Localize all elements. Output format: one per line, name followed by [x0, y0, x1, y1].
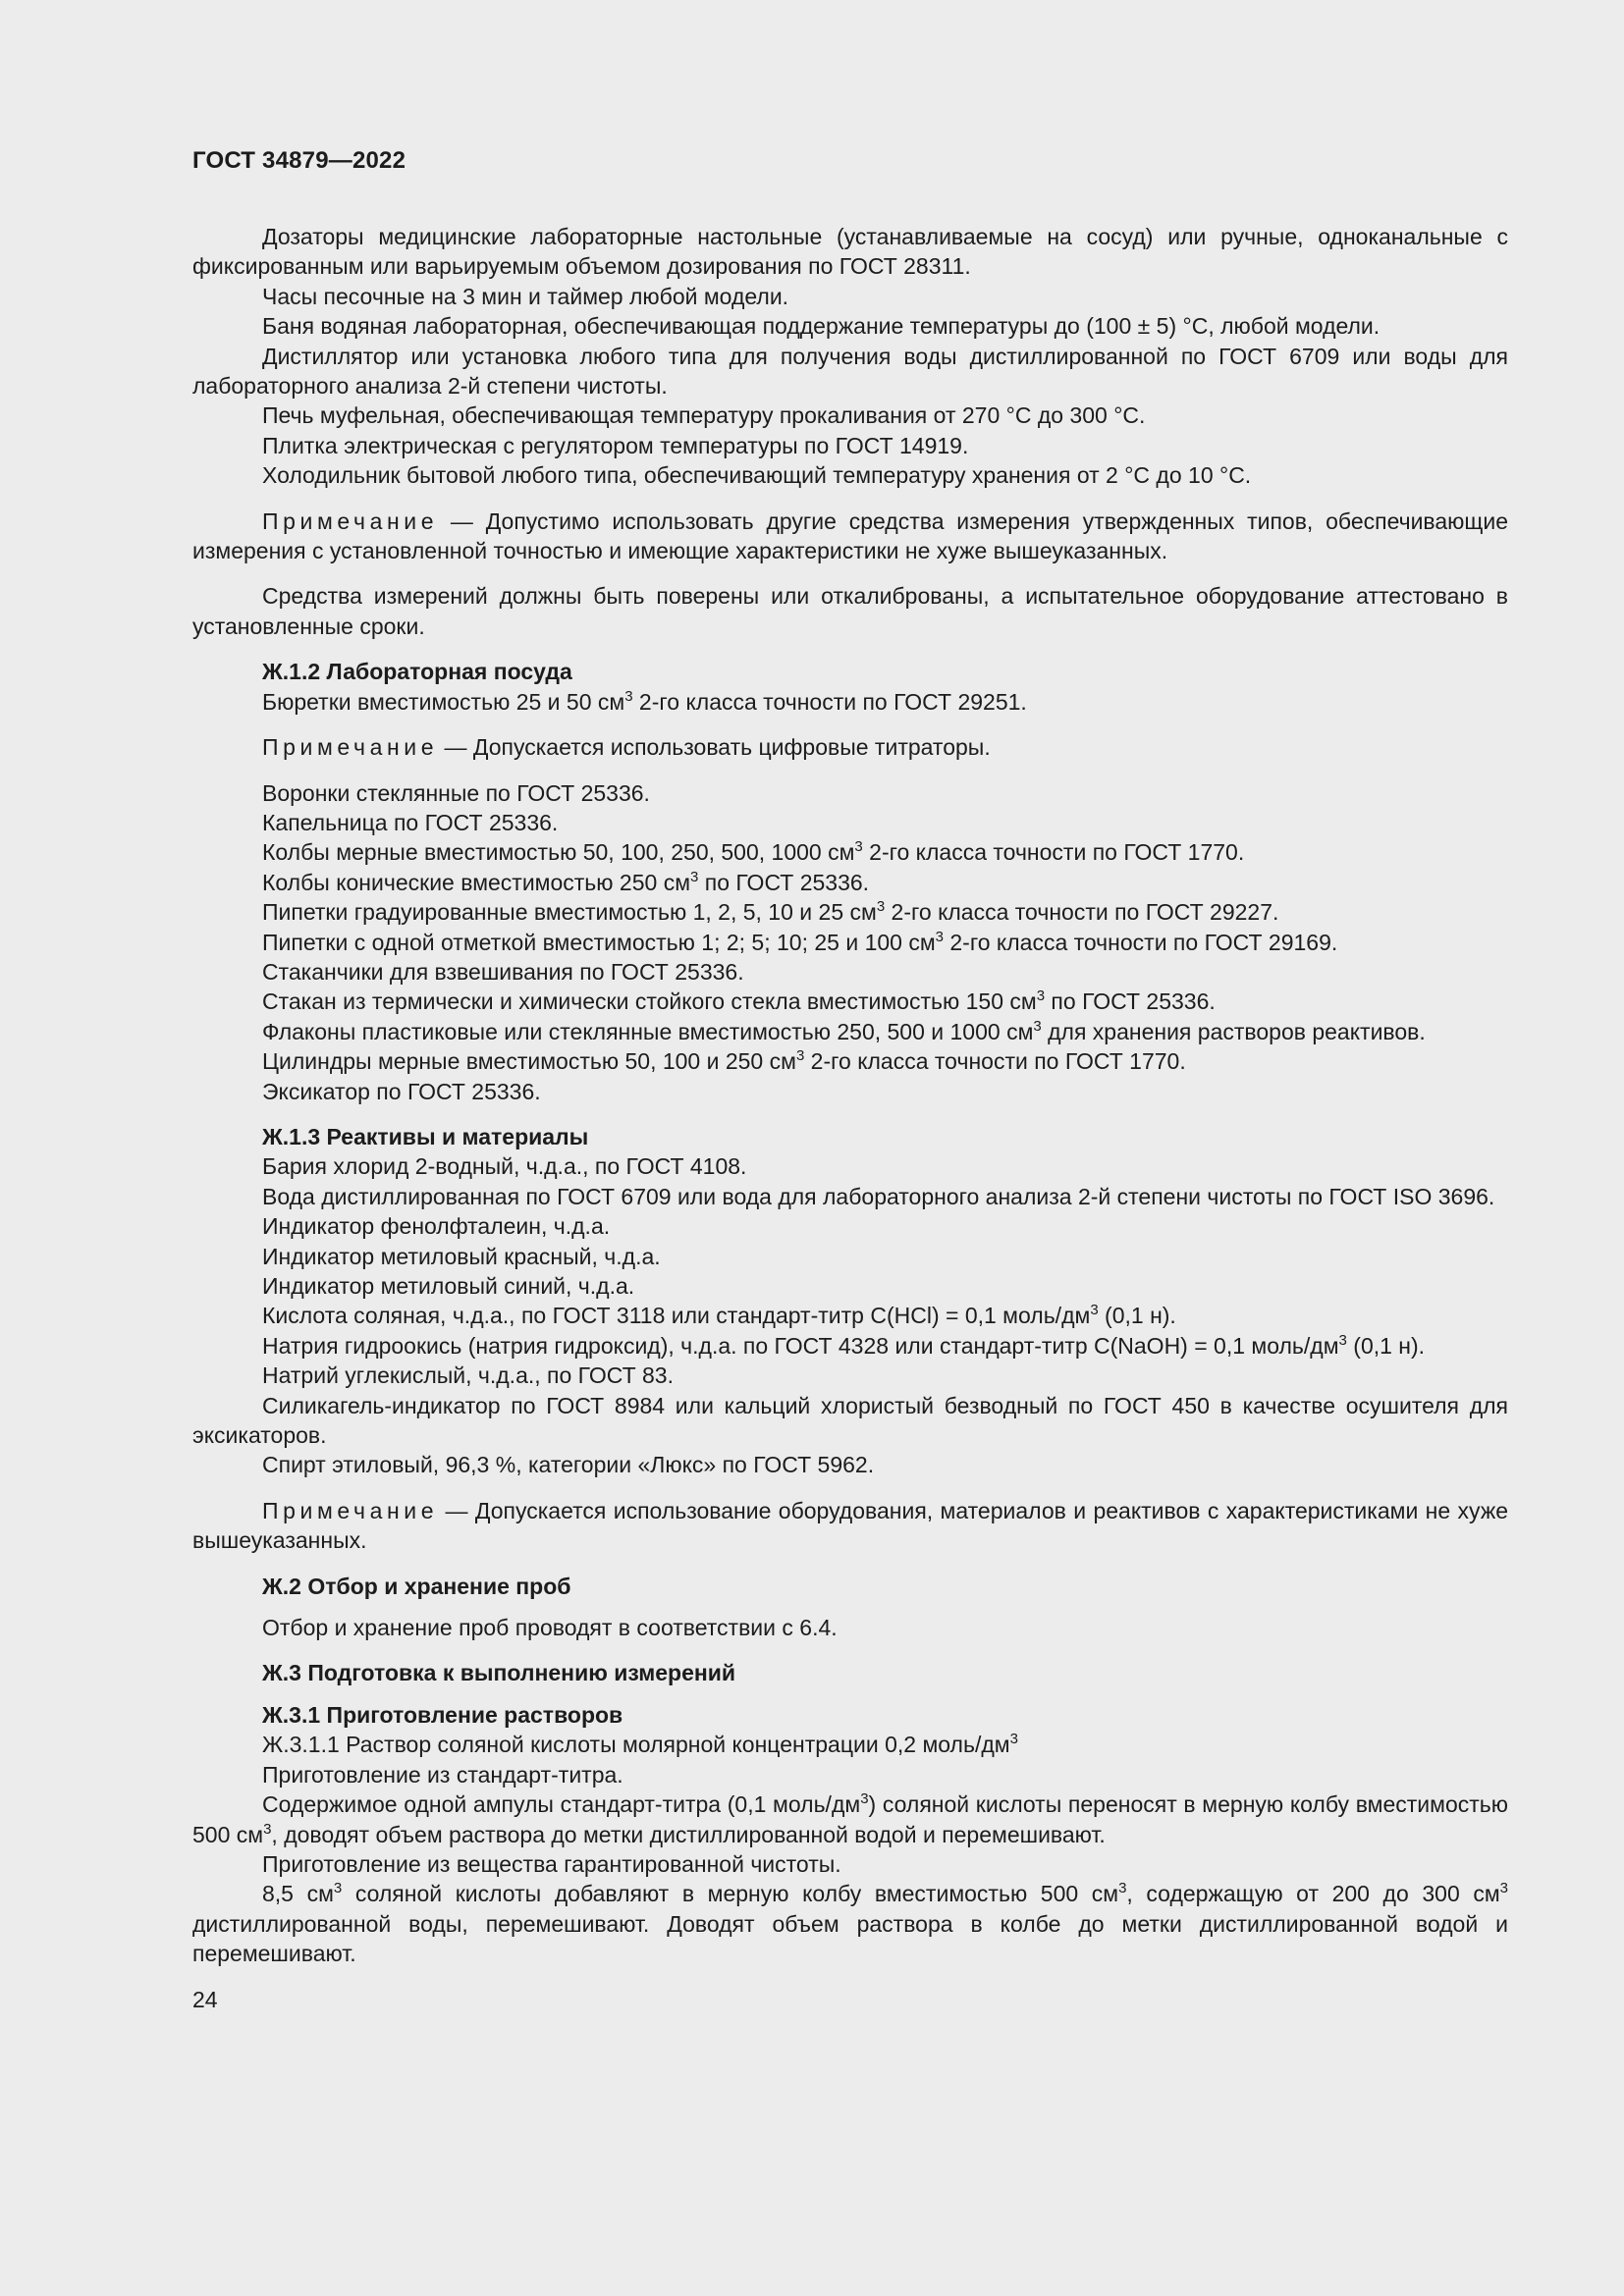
superscript: 3 — [1036, 988, 1046, 1005]
section-heading: Ж.2 Отбор и хранение проб — [262, 1573, 571, 1599]
text-run: для хранения растворов реактивов. — [1041, 1018, 1426, 1044]
note-label: Примечание — [262, 507, 439, 534]
text-run: 2-го класса точности по ГОСТ 29169. — [944, 929, 1338, 955]
superscript: 3 — [1499, 1880, 1508, 1897]
note-text: — Допускается использование оборудования, материалов и реактивов с характеристиками не хуже вышеуказанных. — [192, 1497, 1508, 1554]
body-paragraph: Дистиллятор или установка любого типа для получения воды дистиллированной по ГОСТ 6709 или воды для лабораторного анализа 2-й степени чистоты. — [192, 343, 1508, 400]
body-paragraph: Средства измерений должны быть поверены или откалиброваны, а испытательное оборудование аттестовано в установленные сроки. — [192, 583, 1508, 639]
text-run: , доводят объем раствора до метки дистиллированной водой и перемешивают. — [271, 1821, 1106, 1847]
body-paragraph: Плитка электрическая с регулятором температуры по ГОСТ 14919. — [262, 432, 969, 458]
superscript: 3 — [854, 838, 863, 856]
text-run: Колбы конические вместимостью 250 см — [262, 869, 691, 895]
text-run: дистиллированной воды, перемешивают. Доводят объем раствора в колбе до метки дистиллированной водой и перемешивают. — [192, 1910, 1508, 1967]
note-label: Примечание — [262, 734, 439, 761]
body-paragraph — [192, 1789, 1508, 1849]
superscript: 3 — [795, 1047, 805, 1065]
body-paragraph: Стаканчики для взвешивания по ГОСТ 25336. — [262, 958, 744, 985]
body-paragraph: Эксикатор по ГОСТ 25336. — [262, 1078, 541, 1104]
body-paragraph — [192, 1301, 1508, 1330]
superscript: 3 — [333, 1880, 343, 1897]
text-run: соляной кислоты добавляют в мерную колбу вместимостью 500 см — [342, 1881, 1119, 1907]
superscript: 3 — [1090, 1302, 1099, 1319]
superscript: 3 — [624, 687, 633, 705]
section-heading: Ж.3.1 Приготовление растворов — [262, 1701, 623, 1728]
body-paragraph — [192, 928, 1508, 957]
superscript: 3 — [1009, 1731, 1018, 1748]
section-heading: Ж.1.2 Лабораторная посуда — [262, 659, 572, 685]
body-paragraph: Спирт этиловый, 96,3 %, категории «Люкс» по ГОСТ 5962. — [262, 1452, 875, 1478]
note-label: Примечание — [262, 1497, 439, 1523]
note-paragraph — [192, 732, 1508, 762]
text-run: Пипетки градуированные вместимостью 1, 2, 5, 10 и 25 см — [262, 899, 877, 926]
body-paragraph — [192, 1046, 1508, 1076]
body-paragraph — [192, 837, 1508, 867]
body-paragraph: Дозаторы медицинские лабораторные настольные (устанавливаемые на сосуд) или ручные, одноканальные с фиксированным или варьируемым объемом дозирования по ГОСТ 28311. — [192, 224, 1508, 280]
body-paragraph — [192, 1331, 1508, 1361]
body-paragraph: Натрий углекислый, ч.д.а., по ГОСТ 83. — [262, 1362, 674, 1389]
note-text: — Допускается использовать цифровые титраторы. — [438, 734, 991, 761]
text-run: Содержимое одной ампулы стандарт-титра (0,1 моль/дм — [262, 1791, 861, 1818]
body-paragraph: Индикатор фенолфталеин, ч.д.а. — [262, 1213, 611, 1240]
text-run: Флаконы пластиковые или стеклянные вместимостью 250, 500 и 1000 см — [262, 1018, 1034, 1044]
body-paragraph: Приготовление из стандарт-титра. — [262, 1761, 623, 1788]
text-run: Кислота соляная, ч.д.а., по ГОСТ 3118 или стандарт-титр С(HCl) = 0,1 моль/дм — [262, 1303, 1091, 1329]
body-paragraph — [192, 897, 1508, 927]
body-paragraph: Силикагель-индикатор по ГОСТ 8984 или кальций хлористый безводный по ГОСТ 450 в качестве осушителя для эксикаторов. — [192, 1392, 1508, 1449]
body-paragraph: Бария хлорид 2-водный, ч.д.а., по ГОСТ 4108. — [262, 1153, 747, 1180]
body-paragraph: Индикатор метиловый синий, ч.д.а. — [262, 1273, 635, 1299]
text-run: Колбы мерные вместимостью 50, 100, 250, 500, 1000 см — [262, 839, 855, 866]
body-paragraph: Печь муфельная, обеспечивающая температуру прокаливания от 270 °С до 300 °С. — [262, 402, 1146, 429]
note-paragraph — [192, 507, 1508, 566]
document-header: ГОСТ 34879—2022 — [192, 147, 406, 174]
text-run: Бюретки вместимостью 25 и 50 см — [262, 688, 625, 715]
body-paragraph: Индикатор метиловый красный, ч.д.а. — [262, 1243, 661, 1269]
text-run: , содержащую от 200 до 300 см — [1126, 1881, 1500, 1907]
text-run: ) соляной кислоты переносят в мерную колбу вместимостью 500 см — [192, 1791, 1509, 1847]
section-heading: Ж.3 Подготовка к выполнению измерений — [262, 1660, 736, 1686]
text-run: по ГОСТ 25336. — [1045, 988, 1216, 1015]
body-paragraph: Вода дистиллированная по ГОСТ 6709 или вода для лабораторного анализа 2-й степени чистоты по ГОСТ ISO 3696. — [262, 1183, 1495, 1209]
text-run: (0,1 н). — [1098, 1303, 1176, 1329]
body-paragraph: Отбор и хранение проб проводят в соответствии с 6.4. — [262, 1615, 838, 1641]
text-run: 2-го класса точности по ГОСТ 29227. — [885, 899, 1279, 926]
body-paragraph: Часы песочные на 3 мин и таймер любой модели. — [262, 283, 789, 309]
text-run: Стакан из термически и химически стойкого стекла вместимостью 150 см — [262, 988, 1037, 1015]
superscript: 3 — [1118, 1880, 1127, 1897]
superscript: 3 — [860, 1790, 869, 1808]
note-paragraph — [192, 1496, 1508, 1556]
text-run: 8,5 см — [262, 1881, 334, 1907]
superscript: 3 — [876, 898, 886, 916]
text-run: Ж.3.1.1 Раствор соляной кислоты молярной концентрации 0,2 моль/дм — [262, 1732, 1010, 1758]
body-paragraph: Воронки стеклянные по ГОСТ 25336. — [262, 779, 650, 806]
body-paragraph — [192, 868, 1508, 897]
body-paragraph: Приготовление из вещества гарантированной чистоты. — [262, 1850, 841, 1877]
text-run: 2-го класса точности по ГОСТ 1770. — [804, 1048, 1186, 1075]
body-paragraph — [192, 1017, 1508, 1046]
text-run: Цилиндры мерные вместимостью 50, 100 и 250 см — [262, 1048, 796, 1075]
note-text: — Допустимо использовать другие средства измерения утвержденных типов, обеспечивающие измерения с установленной точностью и имеющие характеристики не хуже вышеуказанных. — [192, 507, 1508, 564]
text-run: Натрия гидроокись (натрия гидроксид), ч.д.а. по ГОСТ 4328 или стандарт-титр С(NaOH) = 0,1 моль/дм — [262, 1332, 1339, 1359]
superscript: 3 — [690, 868, 699, 885]
superscript: 3 — [263, 1820, 272, 1838]
body-paragraph: Баня водяная лабораторная, обеспечивающая поддержание температуры до (100 ± 5) °С, любой модели. — [262, 313, 1380, 340]
section-heading: Ж.1.3 Реактивы и материалы — [262, 1123, 589, 1149]
superscript: 3 — [1338, 1331, 1347, 1349]
text-run: по ГОСТ 25336. — [698, 869, 870, 895]
body-paragraph: Капельница по ГОСТ 25336. — [262, 809, 559, 835]
body-paragraph: Холодильник бытовой любого типа, обеспечивающий температуру хранения от 2 °С до 10 °С. — [262, 462, 1252, 489]
text-run: 2-го класса точности по ГОСТ 29251. — [632, 688, 1027, 715]
superscript: 3 — [935, 928, 944, 945]
text-run: Пипетки с одной отметкой вместимостью 1; 2; 5; 10; 25 и 100 см — [262, 929, 936, 955]
text-run: (0,1 н). — [1346, 1332, 1426, 1359]
body-paragraph — [192, 1730, 1508, 1759]
body-paragraph — [192, 687, 1508, 717]
text-run: 2-го класса точности по ГОСТ 1770. — [862, 839, 1245, 866]
body-paragraph — [192, 1879, 1508, 1968]
body-paragraph — [192, 987, 1508, 1016]
document-body — [192, 222, 1508, 1969]
superscript: 3 — [1033, 1017, 1042, 1035]
page-number: 24 — [192, 1986, 218, 2012]
